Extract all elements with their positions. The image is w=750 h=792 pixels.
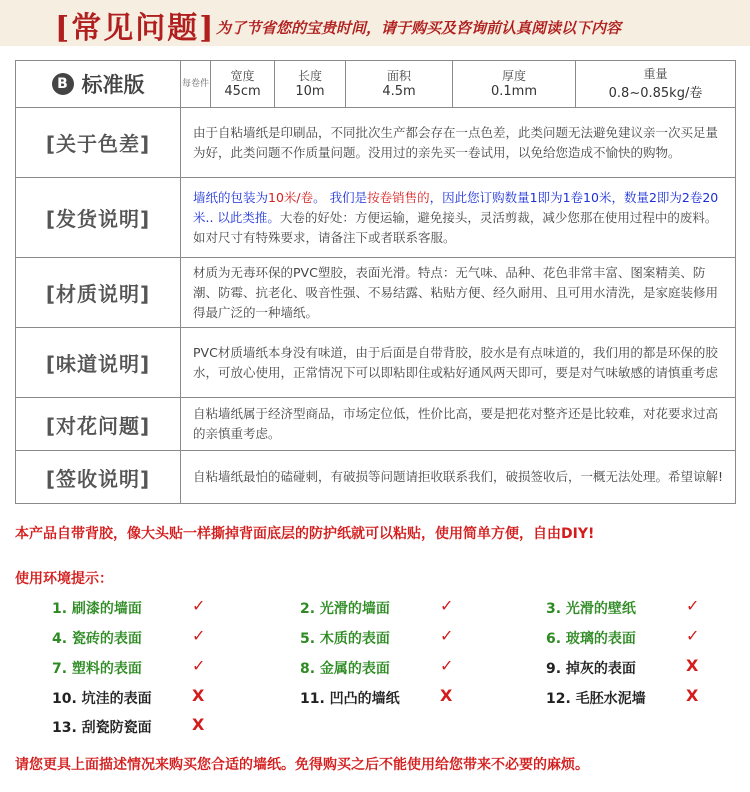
check-icon: ✓ — [192, 656, 206, 675]
environment-item — [52, 596, 206, 618]
environment-item-label: 2. 光滑的墙面 — [300, 601, 390, 617]
footer-note: 请您更具上面描述情况来购买您合适的墙纸。免得购买之后不能使用给您带来不必要的麻烦。 — [15, 757, 589, 773]
check-icon: ✓ — [686, 626, 700, 645]
faq-row-color — [16, 108, 736, 178]
faq-row-pattern — [16, 398, 736, 451]
environment-item-label: 8. 金属的表面 — [300, 661, 390, 677]
check-icon: ✓ — [192, 596, 206, 615]
environment-item-label: 6. 玻璃的表面 — [546, 631, 636, 647]
faq-label: [对花问题] — [16, 398, 181, 451]
header-banner — [0, 0, 750, 46]
check-icon: ✓ — [686, 596, 700, 615]
banner-note: 为了节省您的宝贵时间，请于购买及咨询前认真阅读以下内容 — [216, 19, 622, 37]
faq-label: [签收说明] — [16, 451, 181, 504]
environment-item — [546, 596, 700, 618]
environment-item-label: 11. 凹凸的墙纸 — [300, 691, 400, 707]
environment-item — [300, 626, 454, 648]
edition-cell — [16, 61, 181, 108]
faq-label: [发货说明] — [16, 178, 181, 258]
faq-row-material — [16, 258, 736, 328]
edition-badge: B — [52, 73, 74, 95]
environment-item — [300, 686, 453, 708]
check-icon: ✓ — [440, 596, 454, 615]
cross-icon: X — [192, 715, 205, 734]
environment-item — [546, 626, 700, 648]
environment-item-label: 10. 坑洼的表面 — [52, 691, 152, 707]
environment-item-label: 5. 木质的表面 — [300, 631, 390, 647]
environment-item — [52, 656, 206, 678]
spec-row — [16, 61, 736, 108]
environment-item — [546, 656, 699, 678]
self-adhesive-note: 本产品自带背胶，像大头贴一样撕掉背面底层的防护纸就可以粘贴，使用简单方便，自由DIY! — [15, 526, 595, 542]
environment-title: 使用环境提示： — [15, 571, 113, 587]
faq-text: 材质为无毒环保的PVC塑胶，表面光滑。特点：无气味、品种、花色非常丰富、图案精美、防潮、防霉、抗老化、吸音性强、不易结露、粘贴方便、经久耐用、且可用水清洗，是家庭装修用得最广泛的一种墙纸。 — [181, 258, 736, 328]
cross-icon: X — [686, 656, 699, 675]
faq-text: 由于自粘墙纸是印刷品，不同批次生产都会存在一点色差，此类问题无法避免建议亲一次买足量为好，此类问题不作质量问题。没用过的亲先买一卷试用，以免给您造成不愉快的购物。 — [181, 108, 736, 178]
faq-label: [材质说明] — [16, 258, 181, 328]
environment-item-label: 13. 刮瓷防瓷面 — [52, 720, 152, 736]
environment-item — [546, 686, 699, 708]
check-icon: ✓ — [440, 656, 454, 675]
environment-item-label: 9. 掉灰的表面 — [546, 661, 636, 677]
environment-item-label: 1. 刷漆的墙面 — [52, 601, 142, 617]
environment-item-label: 7. 塑料的表面 — [52, 661, 142, 677]
cross-icon: X — [686, 686, 699, 705]
check-icon: ✓ — [440, 626, 454, 645]
environment-item — [300, 656, 454, 678]
spec-width: 宽度 45cm — [211, 61, 275, 108]
check-icon: ✓ — [192, 626, 206, 645]
environment-item-label: 12. 毛胚水泥墙 — [546, 691, 646, 707]
spec-area: 面积 4.5m — [346, 61, 453, 108]
environment-item — [300, 596, 454, 618]
cross-icon: X — [440, 686, 453, 705]
faq-text: 墙纸的包装为10米/卷。 我们是按卷销售的，因此您订购数量1即为1卷10米，数量2即为2卷20米.. 以此类推。大卷的好处：方便运输，避免接头，灵活剪裁，减少您那在使用过程中的废料。如对尺寸有特殊要求，请备注下或者联系客服。 — [181, 178, 736, 258]
faq-label: [味道说明] — [16, 328, 181, 398]
environment-item-label: 3. 光滑的壁纸 — [546, 601, 636, 617]
faq-row-odor — [16, 328, 736, 398]
environment-item-label: 4. 瓷砖的表面 — [52, 631, 142, 647]
environment-item — [52, 686, 205, 708]
faq-text: 自粘墙纸最怕的磕碰刺，有破损等问题请拒收联系我们，破损签收后，一概无法处理。希望谅解! — [181, 451, 736, 504]
edition-label: 标准版 — [81, 73, 145, 97]
faq-row-shipping — [16, 178, 736, 258]
faq-table — [15, 60, 736, 504]
cross-icon: X — [192, 686, 205, 705]
spec-weight: 重量 0.8~0.85kg/卷 — [576, 61, 736, 108]
faq-row-receipt — [16, 451, 736, 504]
banner-title: [常见问题] — [55, 11, 216, 46]
spec-thickness: 厚度 0.1mm — [453, 61, 576, 108]
faq-text: PVC材质墙纸本身没有味道，由于后面是自带背胶，胶水是有点味道的，我们用的都是环保的胶水，可放心使用，正常情况下可以即粘即住或粘好通风两天即可，要是对气味敏感的请慎重考虑 — [181, 328, 736, 398]
environment-item — [52, 715, 205, 737]
faq-label: [关于色差] — [16, 108, 181, 178]
environment-item — [52, 626, 206, 648]
faq-text: 自粘墙纸属于经济型商品，市场定位低，性价比高，要是把花对整齐还是比较难，对花要求过高的亲慎重考虑。 — [181, 398, 736, 451]
spec-length: 长度 10m — [275, 61, 346, 108]
each-roll-label: 每卷件 — [181, 61, 211, 108]
